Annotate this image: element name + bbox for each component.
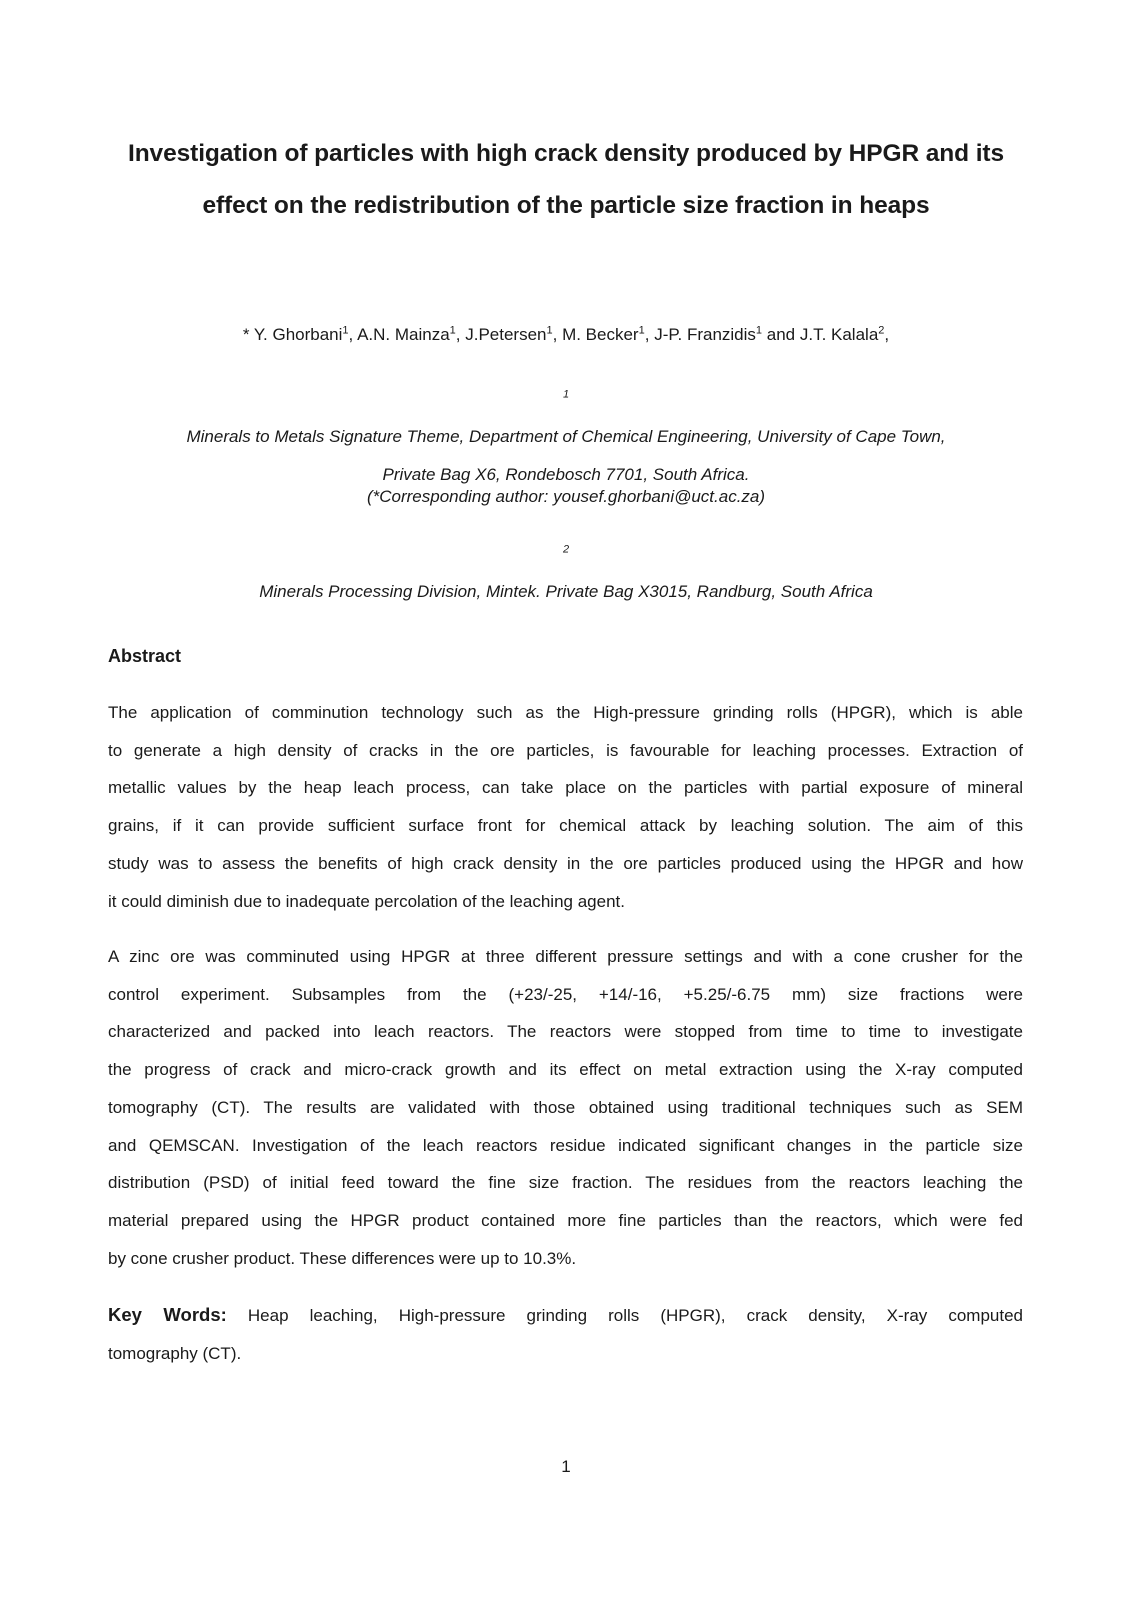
affiliation-1-line-2: Private Bag X6, Rondebosch 7701, South Africa. xyxy=(382,465,750,484)
keywords-line-1 xyxy=(108,1296,1023,1335)
affiliation-1-line-1: $^1$ Minerals to Metals Signature Theme, Department of Chemical Engineering, University of Cape Town, xyxy=(186,388,946,446)
paragraph-line: A zinc ore was comminuted using HPGR at three different pressure settings and with a cone crusher for the xyxy=(108,947,1023,966)
keywords-label: Key Words: xyxy=(108,1304,227,1325)
paragraph-line: tomography (CT). The results are validated with those obtained using traditional techniques such as SEM xyxy=(108,1097,1023,1117)
paper-title xyxy=(100,128,1032,232)
author-list xyxy=(100,323,1032,347)
affiliation-2-line: $^2$ Minerals Processing Division, Mintek. Private Bag X3015, Randburg, South Africa xyxy=(259,543,873,601)
paragraph-line: by cone crusher product. These differences were up to 10.3%. xyxy=(108,1248,577,1268)
abstract-heading: Abstract xyxy=(108,646,182,666)
paragraph-line: The application of comminution technology such as the High-pressure grinding rolls (HPGR), which is able xyxy=(108,703,1023,722)
paragraph-line: distribution (PSD) of initial feed toward the fine size fraction. The residues from the reactors leaching the xyxy=(108,1173,1023,1193)
keywords xyxy=(108,1296,1023,1372)
paragraph-line: grains, if it can provide sufficient surface front for chemical attack by leaching solution. The aim of this xyxy=(108,816,1023,836)
title-line-2: effect on the redistribution of the particle size fraction in heaps xyxy=(202,192,930,219)
abstract-paragraph-2 xyxy=(108,938,1023,1277)
author-6: J.T. Kalala$^2$, xyxy=(799,324,890,344)
paragraph-line: and QEMSCAN. Investigation of the leach reactors residue indicated significant changes in the particle size xyxy=(108,1135,1023,1155)
corresponding-author xyxy=(100,478,1032,516)
corresponding-author-text: (*Corresponding author: yousef.ghorbani@uct.ac.za) xyxy=(366,487,766,506)
author-1: * Y. Ghorbani$^1$, xyxy=(242,324,358,344)
paragraph-line: material prepared using the HPGR product contained more fine particles than the reactors, which were fed xyxy=(108,1210,1023,1230)
paragraph-line: characterized and packed into leach reactors. The reactors were stopped from time to time to investigate xyxy=(108,1022,1023,1042)
paragraph-line: study was to assess the benefits of high crack density in the ore particles produced using the HPGR and how xyxy=(108,853,1023,873)
page-number: 1 xyxy=(561,1457,571,1476)
paragraph-line: the progress of crack and micro-crack growth and its effect on metal extraction using the X-ray computed xyxy=(108,1060,1023,1080)
paragraph-line: it could diminish due to inadequate percolation of the leaching agent. xyxy=(108,891,625,911)
author-5: J-P. Franzidis$^1$ and xyxy=(654,324,800,344)
author-3: J.Petersen$^1$, xyxy=(465,324,563,344)
abstract-paragraph-1 xyxy=(108,694,1023,920)
affiliation-2 xyxy=(100,535,1032,611)
paragraph-line: control experiment. Subsamples from the (+23/-25, +14/-16, +5.25/-6.75 mm) size fractions were xyxy=(108,984,1023,1004)
author-4: M. Becker$^1$, xyxy=(562,324,655,344)
paragraph-line: metallic values by the heap leach process, can take place on the particles with partial exposure of mineral xyxy=(108,778,1023,798)
paragraph-line: to generate a high density of cracks in the ore particles, is favourable for leaching processes. Extraction of xyxy=(108,740,1023,760)
author-2: A.N. Mainza$^1$, xyxy=(357,324,466,344)
affiliation-1 xyxy=(100,380,1032,494)
keywords-text: Heap leaching, High-pressure grinding rolls (HPGR), crack density, X-ray computed xyxy=(226,1306,1023,1325)
keywords-line-2: tomography (CT). xyxy=(108,1343,242,1363)
title-line-1: Investigation of particles with high crack density produced by HPGR and its xyxy=(127,140,1005,167)
